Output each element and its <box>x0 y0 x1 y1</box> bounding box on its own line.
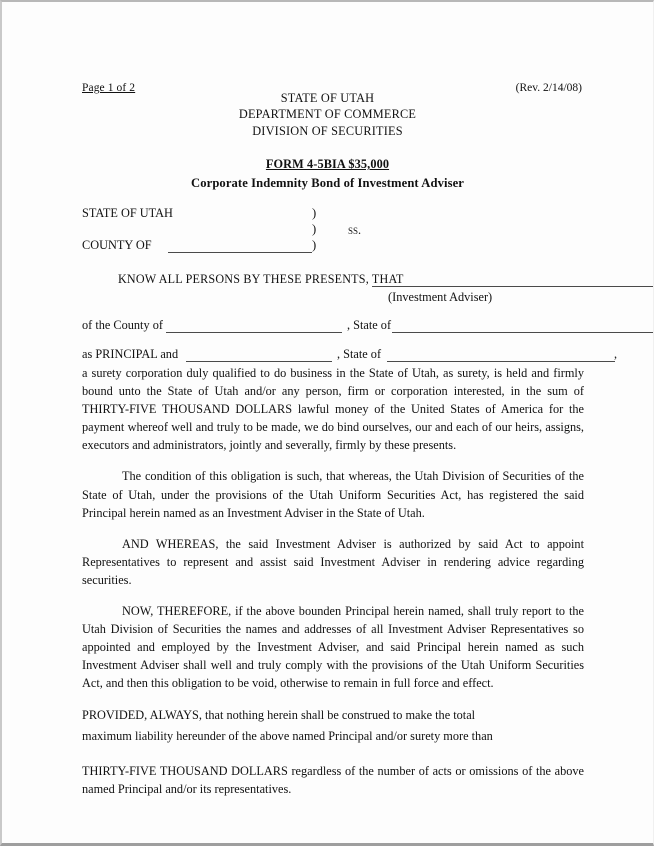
agency-line-department: DEPARTMENT OF COMMERCE <box>238 107 417 122</box>
state-of-label-1: , State of <box>347 318 392 332</box>
form-name: Corporate Indemnity Bond of Investment Adviser <box>191 176 464 190</box>
document-body <box>82 364 584 811</box>
paragraph-and-whereas: AND WHEREAS, the said Investment Adviser is authorized by said Act to appoint Representatives to represent and assist said Investment Adviser in rendering advice regarding securities. <box>82 536 584 587</box>
agency-heading <box>2 90 653 139</box>
county-name-blank[interactable] <box>168 252 312 253</box>
venue-state-label: STATE OF UTAH <box>82 206 173 220</box>
agency-line-state: STATE OF UTAH <box>280 91 375 105</box>
venue-paren-mid: ) <box>312 222 317 236</box>
principal-row-comma: , <box>614 347 618 361</box>
know-all-text: KNOW ALL PERSONS BY THESE PRESENTS, THAT <box>118 272 404 286</box>
investment-adviser-blank[interactable] <box>372 286 654 287</box>
state-blank-2[interactable] <box>387 361 615 362</box>
paragraph-provided-line1: PROVIDED, ALWAYS, that nothing herein shall be construed to make the total <box>82 707 476 722</box>
as-principal-and-label: as PRINCIPAL and <box>82 347 179 361</box>
venue-county-label: COUNTY OF <box>82 238 152 252</box>
paragraph-condition: The condition of this obligation is such, that whereas, the Utah Division of Securities of the State of Utah, under the provisions of the Utah Uniform Securities Act, has registered the said Principal herein named as an Investment Adviser in the State of Utah. <box>82 469 584 520</box>
paragraph-provided-line2: maximum liability hereunder of the above named Principal and/or surety more than <box>82 728 493 743</box>
state-of-label-2: , State of <box>337 347 382 361</box>
of-the-county-of-label: of the County of <box>82 318 163 332</box>
surety-blank[interactable] <box>186 361 332 362</box>
paragraph-now-therefore: NOW, THEREFORE, if the above bounden Principal herein named, shall truly report to the Utah Division of Securities the names and addresses of all Investment Adviser Representatives so appointed and employed by the Investment Adviser, and said Principal herein named as such Investment Adviser shall well and truly comply with the provisions of the Utah Uniform Securities Act, and then this obligation to be void, otherwise to remain in full force and effect. <box>82 604 584 691</box>
venue-paren-top: ) <box>312 206 317 220</box>
form-title-block <box>2 157 653 191</box>
venue-ss-label: ss. <box>348 223 362 237</box>
state-blank-1[interactable] <box>392 332 654 333</box>
investment-adviser-caption: (Investment Adviser) <box>388 290 493 304</box>
agency-line-division: DIVISION OF SECURITIES <box>252 123 403 138</box>
venue-paren-bottom: ) <box>312 238 317 252</box>
page-number-label: Page 1 of 2 <box>82 82 136 94</box>
revision-label: (Rev. 2/14/08) <box>515 82 582 94</box>
venue-block <box>82 206 582 256</box>
paragraph-thirty-five-thousand: THIRTY-FIVE THOUSAND DOLLARS regardless of the number of acts or omissions of the above named Principal and/or its representatives. <box>82 763 584 796</box>
page-sheet <box>2 2 653 843</box>
form-code: FORM 4-5BIA $35,000 <box>265 157 390 171</box>
paragraph-surety: a surety corporation duly qualified to do business in the State of Utah, as surety, is held and firmly bound unto the State of Utah and/or any person, firm or corporation interested, in the sum of THIRTY-FIVE THOUSAND DOLLARS lawful money of the United States of America for the payment whereof well and truly to be made, we do bind ourselves, our and each of our heirs, assigns, executors and administrators, jointly and severally, firmly by these presents. <box>82 366 584 453</box>
county-blank-1[interactable] <box>166 332 342 333</box>
